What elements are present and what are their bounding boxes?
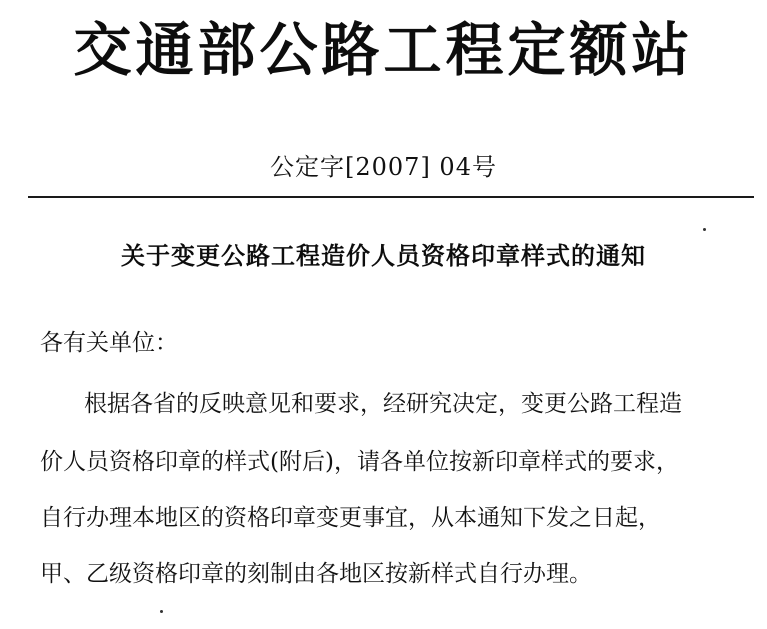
body-paragraph-line: 根据各省的反映意见和要求，经研究决定，变更公路工程造 (84, 391, 682, 417)
notice-title: 关于变更公路工程造价人员资格印章样式的通知 (121, 242, 646, 270)
scan-speck (703, 228, 706, 231)
scan-speck (160, 610, 163, 613)
header-divider-line (28, 196, 754, 198)
salutation: 各有关单位： (40, 330, 178, 356)
body-paragraph-line: 甲、乙级资格印章的刻制由各地区按新样式自行办理。 (40, 561, 592, 587)
body-paragraph-line: 自行办理本地区的资格印章变更事宜，从本通知下发之日起， (40, 505, 661, 531)
issuing-organization-header: 交通部公路工程定额站 (73, 16, 694, 84)
body-paragraph-line: 价人员资格印章的样式(附后)，请各单位按新印章样式的要求， (40, 449, 679, 475)
document-number: 公定字[2007] 04号 (270, 153, 497, 181)
